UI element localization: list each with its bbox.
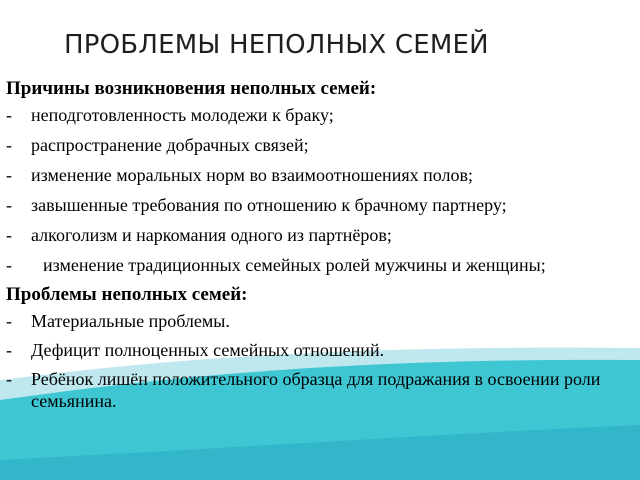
list-item-text: распространение добрачных связей; — [31, 135, 309, 155]
list-item — [6, 254, 626, 276]
list-item-text: изменение моральных норм во взаимоотношениях полов; — [31, 165, 473, 185]
list-item-text: изменение традиционных семейных ролей мужчины и женщины; — [43, 255, 546, 275]
list-item — [6, 194, 626, 216]
causes-list — [6, 104, 626, 276]
list-item-text: алкоголизм и наркомания одного из партнёров; — [31, 225, 392, 245]
bullet-dash: - — [6, 369, 12, 389]
list-item-text: завышенные требования по отношению к брачному партнеру; — [31, 195, 507, 215]
list-item — [6, 310, 626, 332]
list-item — [6, 164, 626, 186]
bullet-dash: - — [6, 165, 12, 185]
bullet-dash: - — [6, 311, 12, 331]
bullet-dash: - — [6, 135, 12, 155]
slide-content — [6, 78, 626, 419]
list-item-text: Ребёнок лишён положительного образца для подражания в освоении роли семьянина. — [31, 369, 601, 411]
bullet-dash: - — [6, 255, 12, 275]
list-item — [6, 368, 626, 412]
slide-title: ПРОБЛЕМЫ НЕПОЛНЫХ СЕМЕЙ — [64, 30, 489, 60]
list-item — [6, 104, 626, 126]
bullet-dash: - — [6, 340, 12, 360]
problems-list — [6, 310, 626, 412]
list-item — [6, 134, 626, 156]
causes-heading: Причины возникновения неполных семей: — [6, 78, 377, 99]
list-item — [6, 224, 626, 246]
bullet-dash: - — [6, 225, 12, 245]
list-item-text: неподготовленность молодежи к браку; — [31, 105, 334, 125]
bullet-dash: - — [6, 195, 12, 215]
problems-heading: Проблемы неполных семей: — [6, 284, 248, 305]
list-item — [6, 339, 626, 361]
bullet-dash: - — [6, 105, 12, 125]
list-item-text: Дефицит полноценных семейных отношений. — [31, 340, 385, 360]
list-item-text: Материальные проблемы. — [31, 311, 230, 331]
